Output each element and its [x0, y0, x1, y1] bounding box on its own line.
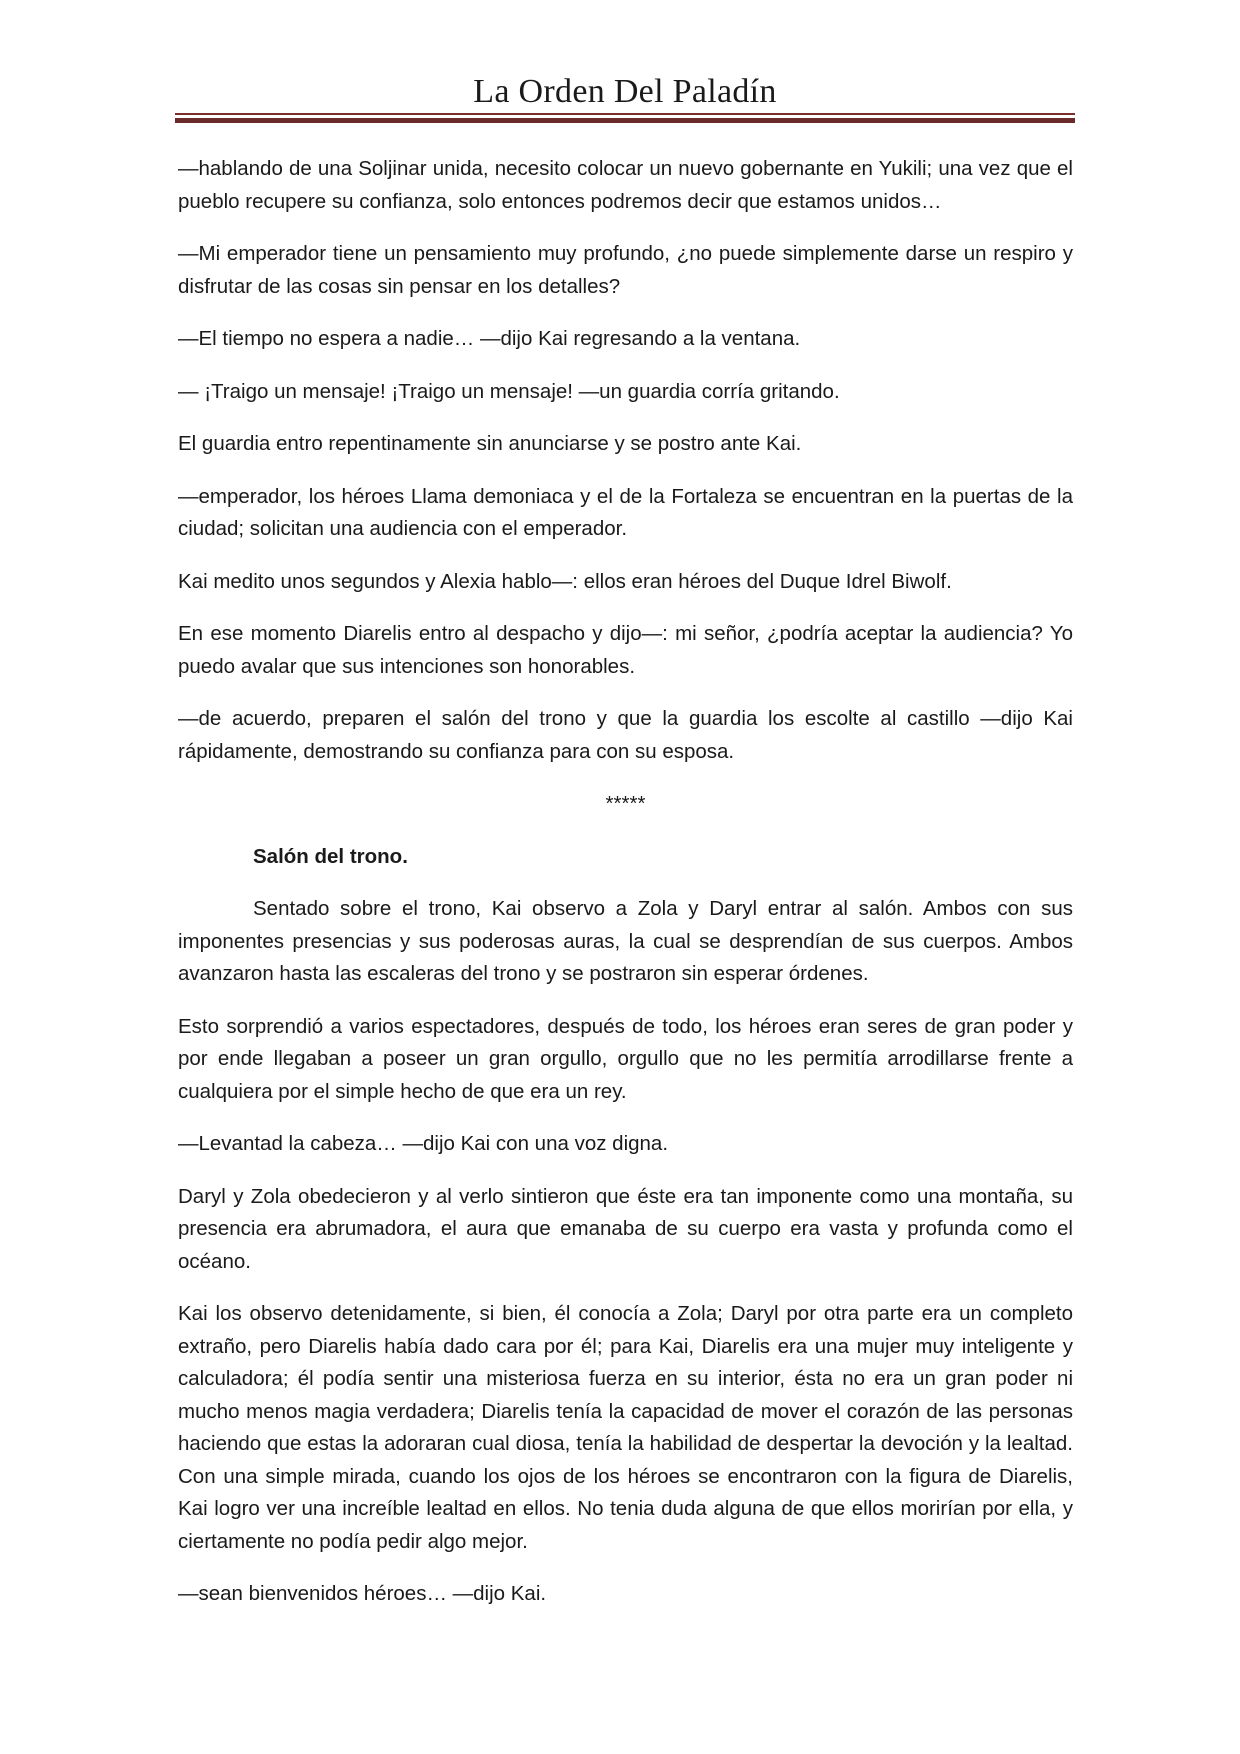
paragraph: —hablando de una Soljinar unida, necesito colocar un nuevo gobernante en Yukili; una vez que el pueblo recupere su confianza, solo entonces podremos decir que estamos unidos…: [178, 157, 1073, 213]
paragraph: El guardia entro repentinamente sin anunciarse y se postro ante Kai.: [178, 432, 802, 455]
paragraph: —Mi emperador tiene un pensamiento muy profundo, ¿no puede simplemente darse un respiro y disfrutar de las cosas sin pensar en los detalles?: [178, 242, 1073, 298]
paragraph: Daryl y Zola obedecieron y al verlo sintieron que éste era tan imponente como una montaña, su presencia era abrumadora, el aura que emanaba de su cuerpo era vasta y profunda como el océano.: [178, 1184, 1073, 1273]
header-rule-thin: [175, 113, 1075, 115]
paragraph: —de acuerdo, preparen el salón del trono y que la guardia los escolte al castillo —dijo Kai rápidamente, demostrando su confianza para con su esposa.: [178, 707, 1073, 763]
paragraph: En ese momento Diarelis entro al despacho y dijo—: mi señor, ¿podría aceptar la audiencia? Yo puedo avalar que sus intenciones son honorables.: [178, 622, 1073, 678]
scene-break: *****: [605, 792, 646, 815]
header-title: La Orden Del Paladín: [473, 73, 777, 110]
paragraph: — ¡Traigo un mensaje! ¡Traigo un mensaje! —un guardia corría gritando.: [178, 379, 840, 403]
page-header: [175, 70, 1075, 114]
paragraph: Kai los observo detenidamente, si bien, él conocía a Zola; Daryl por otra parte era un completo extraño, pero Diarelis había dado cara por él; para Kai, Diarelis era una mujer muy inteligente y calculadora; él podía sentir una misteriosa fuerza en su interior, ésta no era un gran poder ni mucho menos magia verdadera; Diarelis tenía la capacidad de mover el corazón de las personas haciendo que estas la adoraran cual diosa, tenía la habilidad de despertar la devoción y la lealtad. Con una simple mirada, cuando los ojos de los héroes se encontraron con la figura de Diarelis, Kai logro ver una increíble lealtad en ellos. No tenia duda alguna de que ellos morirían por ella, y ciertamente no podía pedir algo mejor.: [178, 1302, 1073, 1553]
paragraph: —emperador, los héroes Llama demoniaca y el de la Fortaleza se encuentran en la puertas de la ciudad; solicitan una audiencia con el emperador.: [178, 484, 1073, 540]
section-heading: Salón del trono.: [253, 844, 408, 868]
paragraph: —sean bienvenidos héroes… —dijo Kai.: [178, 1582, 547, 1605]
paragraph: Esto sorprendió a varios espectadores, después de todo, los héroes eran seres de gran poder y por ende llegaban a poseer un gran orgullo, orgullo que no les permitía arrodillarse frente a cualquiera por el simple hecho de que era un rey.: [178, 1014, 1073, 1103]
paragraph: —Levantad la cabeza… —dijo Kai con una voz digna.: [178, 1132, 669, 1155]
header-rule-thick: [175, 118, 1075, 123]
paragraph: Sentado sobre el trono, Kai observo a Zola y Daryl entrar al salón. Ambos con sus imponentes presencias y sus poderosas auras, la cual se desprendían de sus cuerpos. Ambos avanzaron hasta las escaleras del trono y se postraron sin esperar órdenes.: [178, 897, 1073, 985]
paragraph: Kai medito unos segundos y Alexia hablo—: ellos eran héroes del Duque Idrel Biwolf.: [178, 569, 952, 593]
body-text: [178, 153, 1073, 1631]
paragraph: —El tiempo no espera a nadie… —dijo Kai regresando a la ventana.: [178, 327, 801, 350]
